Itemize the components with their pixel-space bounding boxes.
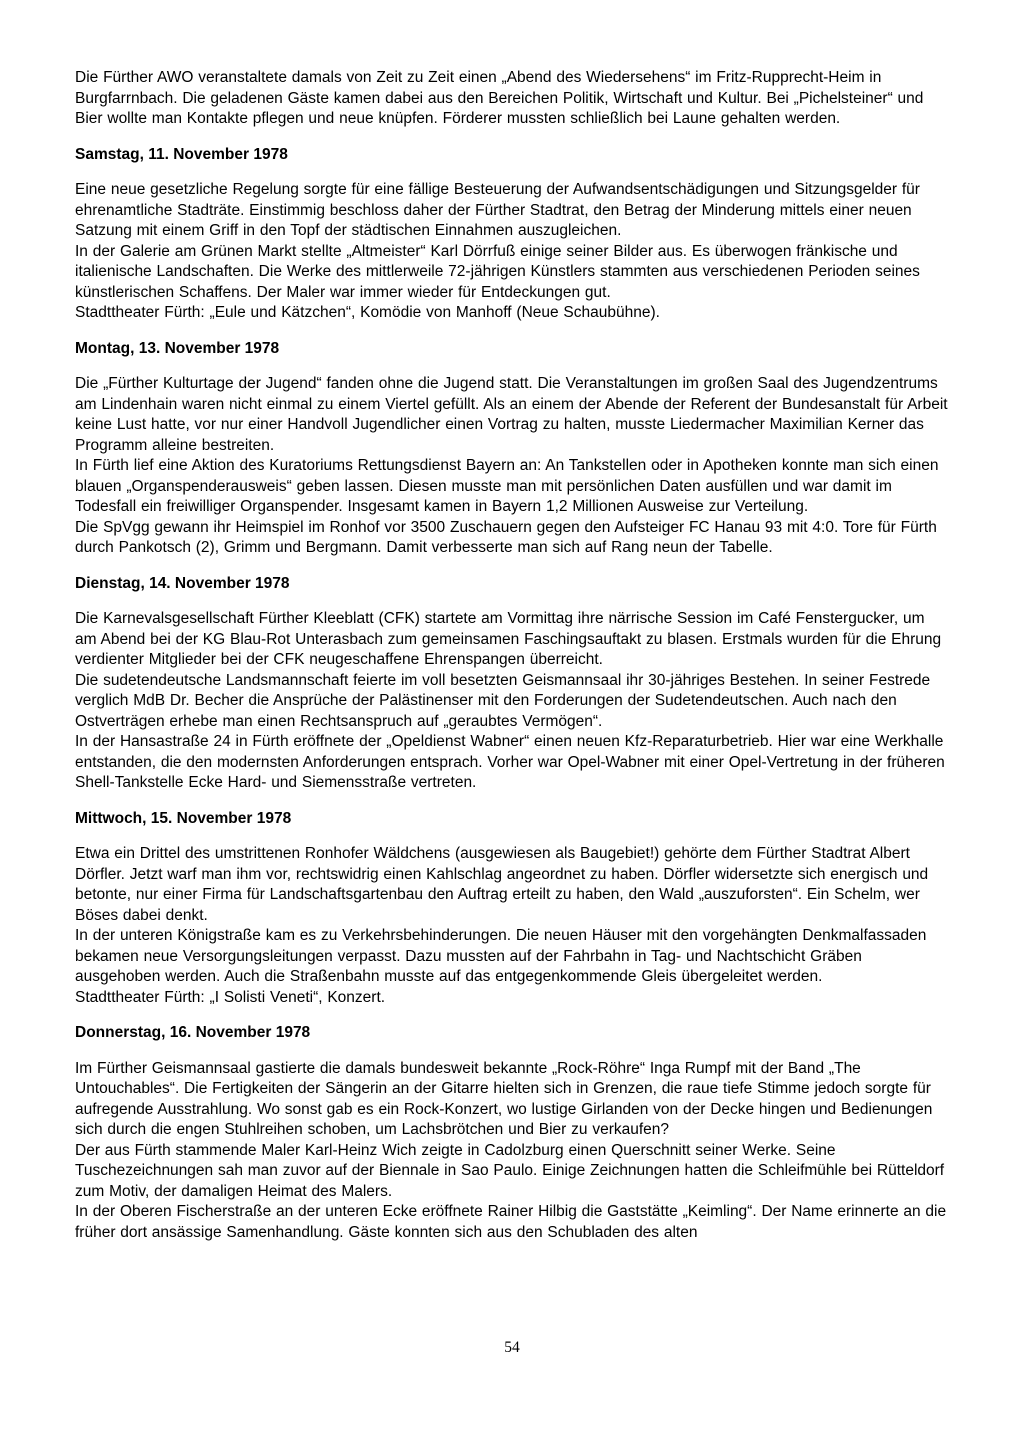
paragraph: Im Fürther Geismannsaal gastierte die damals bundesweit bekannte „Rock-Röhre“ Inga Rumpf mit der Band „The Untouchables“. Die Fertigkeiten der Sängerin an der Gitarre hielten sich in Grenzen, die raue tiefe Stimme jedoch sorgte für aufregende Ausstrahlung. Wo sonst gab es ein Rock-Konzert, wo lustige Girlanden von der Decke hingen und Bedienungen sich durch die engen Stuhlreihen schoben, um Lachsbrötchen und Bier zu verkaufen?	[75, 1059, 933, 1138]
paragraph: Stadttheater Fürth: „I Solisti Veneti“, Konzert.	[75, 988, 386, 1006]
day-heading: Donnerstag, 16. November 1978	[75, 1024, 311, 1041]
paragraph: In der Oberen Fischerstraße an der unteren Ecke eröffnete Rainer Hilbig die Gaststätte „Keimling“. Der Name erinnerte an die früher dort ansässige Samenhandlung. Gäste konnten sich aus den Schubladen des alten	[75, 1203, 947, 1241]
paragraph: Die sudetendeutsche Landsmannschaft feierte im voll besetzten Geismannsaal ihr 30-jähriges Bestehen. In seiner Festrede verglich MdB Dr. Becher die Ansprüche der Palästinenser mit den Forderungen der Sudetendeutschen. Auch nach den Ostverträgen erhebe man einen Rechtsanspruch auf „geraubtes Vermögen“.	[75, 671, 931, 730]
day-heading: Mittwoch, 15. November 1978	[75, 809, 292, 827]
paragraph: Der aus Fürth stammende Maler Karl-Heinz Wich zeigte in Cadolzburg einen Querschnitt seiner Werke. Seine Tuschezeichnungen sah man zuvor auf der Biennale in Sao Paulo. Einige Zeichnungen hatten die Schleifmühle bei Rütteldorf zum Motiv, der damaligen Heimat des Malers.	[75, 1141, 945, 1200]
paragraph: Stadttheater Fürth: „Eule und Kätzchen“, Komödie von Manhoff (Neue Schaubühne).	[75, 304, 660, 321]
day-heading: Dienstag, 14. November 1978	[75, 574, 290, 592]
day-heading: Montag, 13. November 1978	[75, 339, 280, 357]
paragraph: Die Karnevalsgesellschaft Fürther Kleeblatt (CFK) startete am Vormittag ihre närrische Session im Café Fenstergucker, um am Abend bei der KG Blau-Rot Unterasbach zum gemeinsamen Faschingsauftakt zu blasen. Erstmals wurden für die Ehrung verdienter Mitglieder bei der CFK neugeschaffene Ehrenspangen überreicht.	[75, 610, 942, 668]
paragraph: Etwa ein Drittel des umstrittenen Ronhofer Wäldchens (ausgewiesen als Baugebiet!) gehörte dem Fürther Stadtrat Albert Dörfler. Jetzt warf man ihm vor, rechtswidrig einen Kahlschlag angeordnet zu haben. Dörfler widersetzte sich energisch und betonte, nur einer Firma für Landschaftsgartenbau den Auftrag erteilt zu haben, den Wald „auszuforsten“. Ein Schelm, wer Böses dabei denkt.	[75, 845, 929, 924]
paragraph: Die Fürther AWO veranstaltete damals von Zeit zu Zeit einen „Abend des Wiedersehens“ im Fritz-Rupprecht-Heim in Burgfarrnbach. Die geladenen Gäste kamen dabei aus den Bereichen Politik, Wirtschaft und Kultur. Bei „Pichelsteiner“ und Bier wollte man Kontakte pflegen und neue knüpfen. Förderer mussten schließlich bei Laune gehalten werden.	[75, 69, 924, 127]
paragraph: In der Hansastraße 24 in Fürth eröffnete der „Opeldienst Wabner“ einen neuen Kfz-Reparaturbetrieb. Hier war eine Werkhalle entstanden, die den modernsten Anforderungen entsprach. Vorher war Opel-Wabner mit einer Opel-Vertretung in der früheren Shell-Tankstelle Ecke Hard- und Siemensstraße vertreten.	[75, 733, 945, 791]
paragraph: Die „Fürther Kulturtage der Jugend“ fanden ohne die Jugend statt. Die Veranstaltungen im großen Saal des Jugendzentrums am Lindenhain waren nicht einmal zu einem Viertel gefüllt. Als an einem der Abende der Referent der Bundesanstalt für Arbeit keine Lust hatte, vor nur einer Handvoll Jugendlicher einen Vortrag zu halten, musste Liedermacher Maximilian Kerner das Programm alleine bestreiten.	[75, 375, 948, 454]
paragraph: In Fürth lief eine Aktion des Kuratoriums Rettungsdienst Bayern an: An Tankstellen oder in Apotheken konnte man sich einen blauen „Organspenderausweis“ geben lassen. Diesen musste man mit persönlichen Daten ausfüllen und war damit im Todesfall ein freiwilliger Organspender. Insgesamt kamen in Bayern 1,2 Millionen Ausweise zur Verteilung.	[75, 457, 939, 515]
paragraph: Die SpVgg gewann ihr Heimspiel im Ronhof vor 3500 Zuschauern gegen den Aufsteiger FC Hanau 93 mit 4:0. Tore für Fürth durch Pankotsch (2), Grimm und Bergmann. Damit verbesserte man sich auf Rang neun der Tabelle.	[75, 518, 937, 556]
paragraph: In der unteren Königstraße kam es zu Verkehrsbehinderungen. Die neuen Häuser mit den vorgehängten Denkmalfassaden bekamen neue Versorgungsleitungen verpasst. Dazu mussten auf der Fahrbahn in Tag- und Nachtschicht Gräben ausgehoben werden. Auch die Straßenbahn musste auf das entgegenkommende Gleis übergeleitet werden.	[75, 927, 927, 985]
page-number: 54	[504, 1338, 520, 1356]
day-heading: Samstag, 11. November 1978	[75, 145, 288, 163]
document-body	[75, 68, 950, 1243]
paragraph: In der Galerie am Grünen Markt stellte „Altmeister“ Karl Dörrfuß einige seiner Bilder aus. Es überwogen fränkische und italienische Landschaften. Die Werke des mittlerweile 72-jährigen Künstlers stammten aus verschiedenen Perioden seines künstlerischen Schaffens. Der Maler war immer wieder für Entdeckungen gut.	[75, 242, 920, 301]
paragraph: Eine neue gesetzliche Regelung sorgte für eine fällige Besteuerung der Aufwandsentschädigungen und Sitzungsgelder für ehrenamtliche Stadträte. Einstimmig beschloss daher der Fürther Stadtrat, den Betrag der Minderung mittels einer neuen Satzung mit einem Griff in den Topf der städtischen Einnahmen auszugleichen.	[75, 181, 920, 239]
